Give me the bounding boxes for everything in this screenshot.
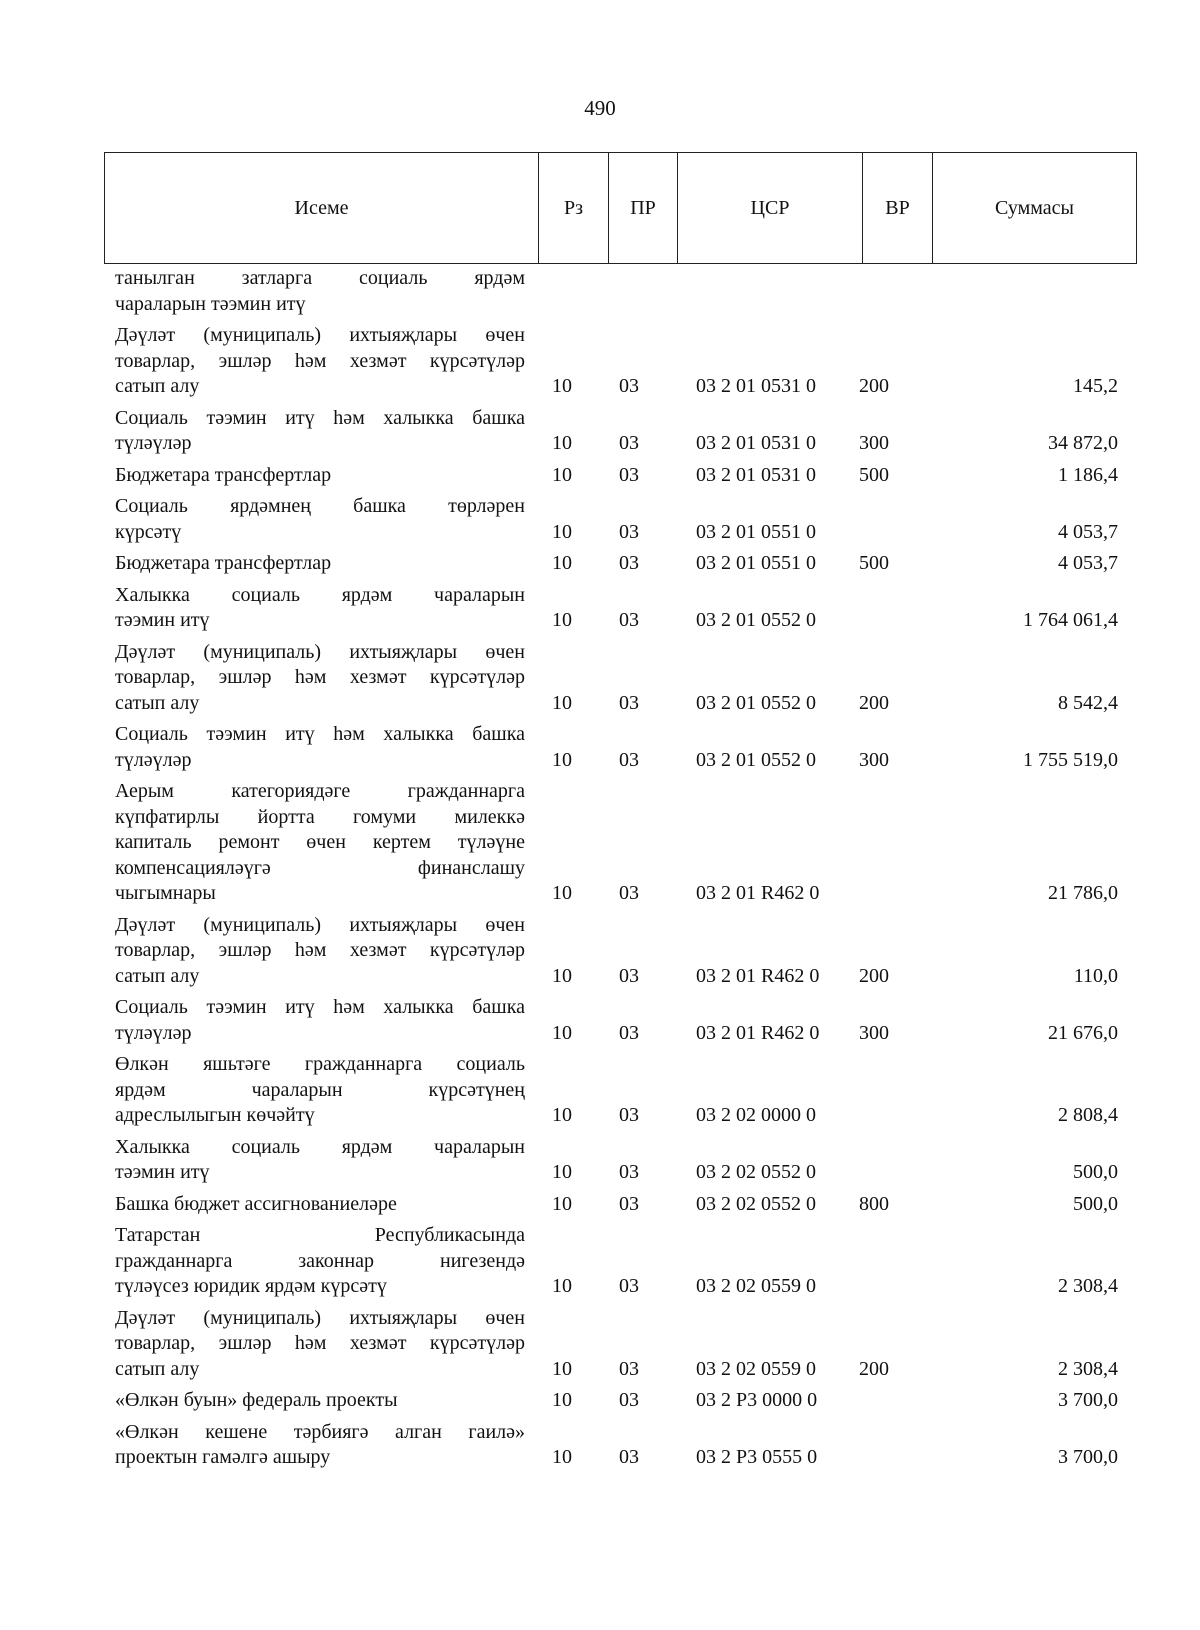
- column-header-name: Исеме: [105, 153, 539, 264]
- row-pr: 03: [619, 1021, 639, 1044]
- table-row: [0, 323, 1200, 400]
- row-vr: 500: [859, 552, 889, 574]
- row-name-line: капиталь ремонт өчен кертем түләүне: [115, 831, 525, 853]
- row-sum: 1 764 061,4: [1023, 609, 1118, 631]
- row-name: [115, 1306, 525, 1383]
- row-rz: 10: [552, 691, 572, 714]
- row-csr: 03 2 02 0559 0: [696, 1275, 816, 1297]
- row-name: [115, 1052, 525, 1129]
- row-csr: 03 2 01 R462 0: [696, 882, 820, 904]
- row-csr: 03 2 02 0552 0: [696, 1161, 816, 1183]
- row-pr: 03: [619, 748, 639, 771]
- row-rz: 10: [552, 882, 572, 904]
- table-row: [0, 1420, 1200, 1471]
- row-name-line: гражданнарга законнар нигезендә: [115, 1249, 525, 1272]
- row-name: [115, 583, 525, 634]
- row-sum: 2 308,4: [1058, 1357, 1118, 1380]
- row-name: [115, 406, 525, 457]
- row-pr: 03: [619, 609, 639, 631]
- row-name-line: түләүсез юридик ярдәм күрсәтү: [115, 1275, 387, 1297]
- row-sum: 4 053,7: [1058, 552, 1118, 574]
- row-rz: 10: [552, 964, 572, 987]
- table-row: [0, 1135, 1200, 1186]
- table-row: [0, 1388, 1200, 1414]
- row-vr: 200: [859, 1357, 889, 1380]
- row-sum: 8 542,4: [1058, 691, 1118, 714]
- table-row: [0, 1052, 1200, 1129]
- row-sum: 3 700,0: [1058, 1389, 1118, 1411]
- row-sum: 110,0: [1073, 964, 1118, 987]
- row-rz: 10: [552, 1021, 572, 1044]
- row-name-line: Халыкка социаль ярдәм чараларын: [115, 1135, 525, 1158]
- row-name-line: «Өлкән кешене тәрбиягә алган гаилә»: [115, 1420, 525, 1443]
- row-csr: 03 2 P3 0555 0: [696, 1446, 818, 1468]
- table-row: [0, 1223, 1200, 1300]
- row-name-line: Дәүләт (муниципаль) ихтыяҗлары өчен: [115, 324, 525, 346]
- row-pr: 03: [619, 882, 639, 904]
- row-sum: 2 808,4: [1058, 1104, 1118, 1126]
- row-name-line: сатып алу: [115, 691, 200, 714]
- row-name-line: адреслылыгын көчәйтү: [115, 1104, 315, 1126]
- row-name-line: Социаль тәэмин итү һәм халыкка башка: [115, 996, 525, 1018]
- row-name-line: сатып алу: [115, 964, 200, 987]
- row-csr: 03 2 01 R462 0: [696, 964, 820, 987]
- row-name: [115, 494, 525, 545]
- row-pr: 03: [619, 1446, 639, 1468]
- row-sum: 500,0: [1073, 1161, 1118, 1183]
- row-sum: 21 786,0: [1048, 882, 1118, 904]
- row-csr: 03 2 01 0531 0: [696, 432, 816, 454]
- row-csr: 03 2 01 0552 0: [696, 609, 816, 631]
- row-name-line: товарлар, эшләр һәм хезмәт күрсәтүләр: [115, 1332, 525, 1354]
- row-name-line: Өлкән яшьтәге гражданнарга социаль: [115, 1053, 525, 1075]
- row-csr: 03 2 01 0531 0: [696, 463, 816, 486]
- row-pr: 03: [619, 1357, 639, 1380]
- row-csr: 03 2 01 R462 0: [696, 1021, 820, 1044]
- row-pr: 03: [619, 1275, 639, 1297]
- row-csr: 03 2 P3 0000 0: [696, 1389, 818, 1411]
- row-rz: 10: [552, 463, 572, 486]
- table-row: [0, 1192, 1200, 1218]
- row-name-line: Дәүләт (муниципаль) ихтыяҗлары өчен: [115, 640, 525, 663]
- table-row: [0, 551, 1200, 577]
- row-vr: 300: [859, 1021, 889, 1044]
- row-name-line: Социаль тәэмин итү һәм халыкка башка: [115, 723, 525, 745]
- row-csr: 03 2 01 0551 0: [696, 520, 816, 543]
- row-vr: 800: [859, 1192, 889, 1215]
- row-pr: 03: [619, 463, 639, 486]
- row-name: [115, 551, 525, 577]
- column-header-rz: Рз: [539, 153, 609, 264]
- row-rz: 10: [552, 375, 572, 397]
- row-sum: 1 186,4: [1058, 463, 1118, 486]
- row-name-line: Социаль тәэмин итү һәм халыкка башка: [115, 406, 525, 429]
- row-rz: 10: [552, 520, 572, 543]
- row-name-line: тәэмин итү: [115, 1161, 210, 1183]
- table-row: [0, 494, 1200, 545]
- row-name: [115, 1135, 525, 1186]
- row-vr: 200: [859, 964, 889, 987]
- table-row: [0, 406, 1200, 457]
- row-name-line: Бюджетара трансфертлар: [115, 552, 332, 574]
- row-name: [115, 1192, 525, 1218]
- row-sum: 145,2: [1073, 375, 1118, 397]
- row-vr: 500: [859, 463, 889, 486]
- row-pr: 03: [619, 964, 639, 987]
- row-csr: 03 2 01 0531 0: [696, 375, 816, 397]
- row-rz: 10: [552, 1161, 572, 1183]
- row-name: [115, 1223, 525, 1300]
- row-vr: 300: [859, 432, 889, 454]
- row-name-line: проектын гамәлгә ашыру: [115, 1446, 331, 1468]
- row-name: [115, 266, 525, 317]
- row-sum: 2 308,4: [1058, 1275, 1118, 1297]
- row-name-line: күрсәтү: [115, 520, 182, 543]
- row-csr: 03 2 01 0552 0: [696, 748, 816, 771]
- row-sum: 34 872,0: [1048, 432, 1118, 454]
- row-pr: 03: [619, 1104, 639, 1126]
- row-pr: 03: [619, 552, 639, 574]
- table-row: [0, 266, 1200, 317]
- row-name-line: чыгымнары: [115, 882, 216, 904]
- row-name-line: «Өлкән буын» федераль проекты: [115, 1389, 398, 1411]
- row-sum: 500,0: [1073, 1192, 1118, 1215]
- row-csr: 03 2 01 0551 0: [696, 552, 816, 574]
- row-pr: 03: [619, 432, 639, 454]
- row-pr: 03: [619, 1161, 639, 1183]
- row-name: [115, 722, 525, 773]
- column-header-csr: ЦСР: [678, 153, 863, 264]
- row-vr: 300: [859, 748, 889, 771]
- table-row: [0, 640, 1200, 717]
- table-row: [0, 1306, 1200, 1383]
- row-name-line: товарлар, эшләр һәм хезмәт күрсәтүләр: [115, 349, 525, 372]
- row-name-line: сатып алу: [115, 1357, 200, 1380]
- row-name-line: түләүләр: [115, 1021, 192, 1044]
- row-vr: 200: [859, 375, 889, 397]
- row-name-line: танылган затларга социаль ярдәм: [115, 267, 525, 289]
- row-rz: 10: [552, 1192, 572, 1215]
- row-rz: 10: [552, 1446, 572, 1468]
- column-header-vr: ВР: [863, 153, 933, 264]
- row-name: [115, 913, 525, 990]
- row-pr: 03: [619, 1389, 639, 1411]
- table-row: [0, 913, 1200, 990]
- row-rz: 10: [552, 1104, 572, 1126]
- row-name: [115, 323, 525, 400]
- row-name-line: компенсацияләүгә финанслашу: [115, 856, 525, 879]
- row-sum: 1 755 519,0: [1023, 748, 1118, 771]
- row-name-line: товарлар, эшләр һәм хезмәт күрсәтүләр: [115, 939, 525, 961]
- table-row: [0, 463, 1200, 489]
- column-header-pr: ПР: [609, 153, 678, 264]
- column-header-sum: Суммасы: [933, 153, 1137, 264]
- row-name-line: Бюджетара трансфертлар: [115, 463, 332, 486]
- row-vr: 200: [859, 691, 889, 714]
- row-pr: 03: [619, 520, 639, 543]
- row-sum: 21 676,0: [1048, 1021, 1118, 1044]
- row-rz: 10: [552, 1275, 572, 1297]
- row-pr: 03: [619, 691, 639, 714]
- row-rz: 10: [552, 1357, 572, 1380]
- row-name-line: ярдәм чараларын күрсәтүнең: [115, 1078, 525, 1101]
- row-sum: 4 053,7: [1058, 520, 1118, 543]
- row-pr: 03: [619, 375, 639, 397]
- row-name-line: сатып алу: [115, 375, 200, 397]
- row-name-line: Аерым категориядәге гражданнарга: [115, 780, 525, 802]
- row-name-line: Халыкка социаль ярдәм чараларын: [115, 583, 525, 606]
- row-name: [115, 1420, 525, 1471]
- row-name-line: товарлар, эшләр һәм хезмәт күрсәтүләр: [115, 666, 525, 688]
- row-name-line: Дәүләт (муниципаль) ихтыяҗлары өчен: [115, 913, 525, 936]
- table-row: [0, 995, 1200, 1046]
- row-rz: 10: [552, 609, 572, 631]
- row-name-line: Башка бюджет ассигнованиеләре: [115, 1192, 397, 1215]
- row-csr: 03 2 02 0552 0: [696, 1192, 816, 1215]
- row-name-line: тәэмин итү: [115, 609, 210, 631]
- row-name-line: Социаль ярдәмнең башка төрләрен: [115, 495, 525, 517]
- table-body: [0, 266, 1200, 1477]
- row-name: [115, 640, 525, 717]
- row-rz: 10: [552, 1389, 572, 1411]
- table-header: [104, 152, 1137, 264]
- table-row: [0, 722, 1200, 773]
- row-csr: 03 2 02 0559 0: [696, 1357, 816, 1380]
- row-csr: 03 2 01 0552 0: [696, 691, 816, 714]
- row-name: [115, 1388, 525, 1414]
- row-csr: 03 2 02 0000 0: [696, 1104, 816, 1126]
- row-name-line: түләүләр: [115, 432, 192, 454]
- row-sum: 3 700,0: [1058, 1446, 1118, 1468]
- table-row: [0, 779, 1200, 907]
- row-name: [115, 779, 525, 907]
- row-pr: 03: [619, 1192, 639, 1215]
- row-rz: 10: [552, 552, 572, 574]
- row-name-line: күпфатирлы йортта гомуми милеккә: [115, 805, 525, 828]
- row-name-line: түләүләр: [115, 748, 192, 771]
- row-name: [115, 995, 525, 1046]
- row-name-line: Дәүләт (муниципаль) ихтыяҗлары өчен: [115, 1306, 525, 1329]
- row-name-line: Татарстан Республикасында: [115, 1224, 525, 1246]
- row-rz: 10: [552, 432, 572, 454]
- table-row: [0, 583, 1200, 634]
- row-name-line: чараларын тәэмин итү: [115, 292, 306, 315]
- row-rz: 10: [552, 748, 572, 771]
- row-name: [115, 463, 525, 489]
- page-number: 490: [584, 96, 616, 120]
